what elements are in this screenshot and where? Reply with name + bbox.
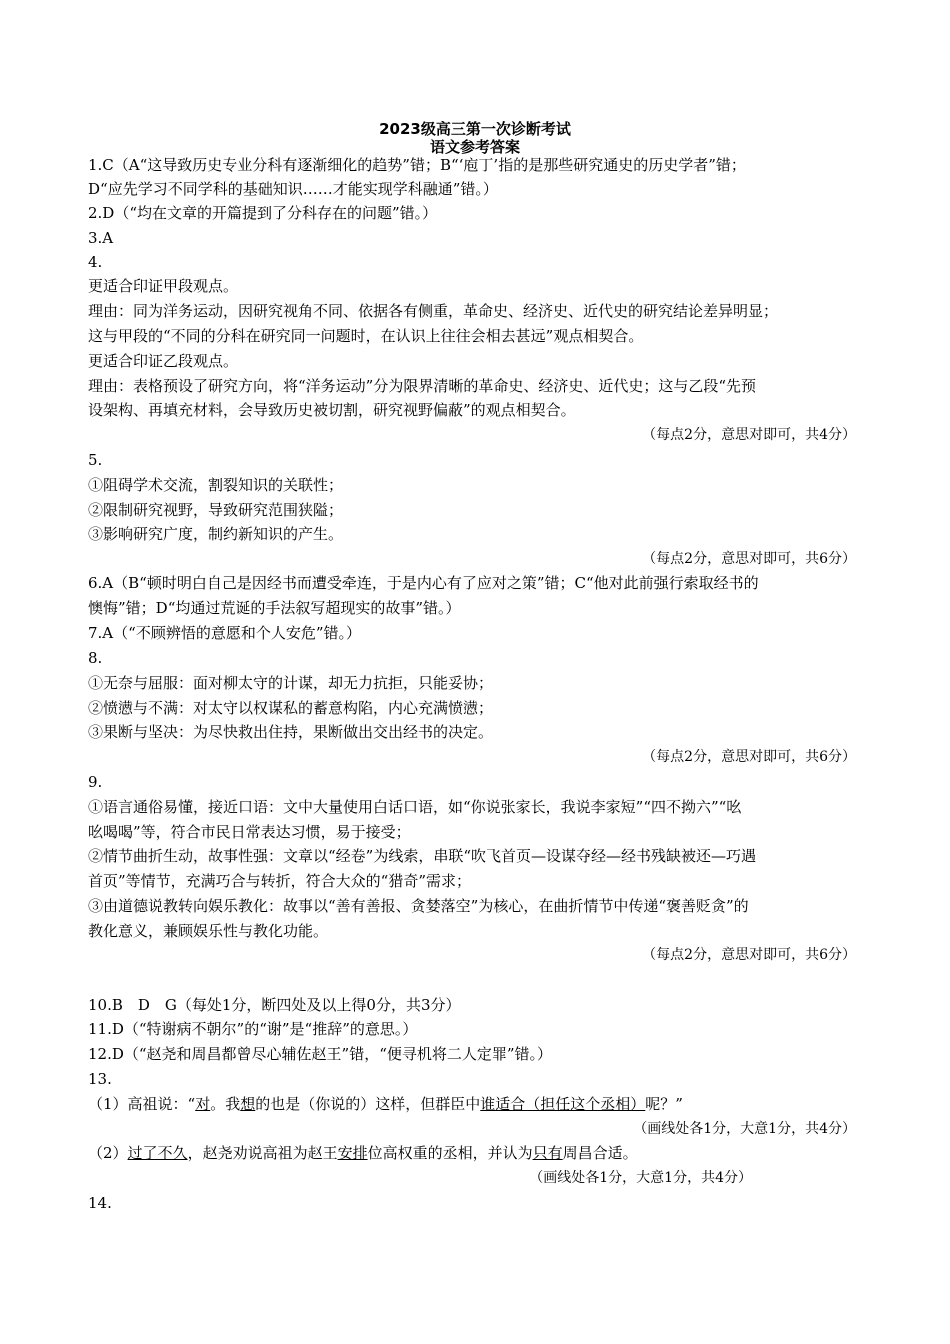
q8-point2: ②愤懑与不满：对太守以权谋私的蓄意构陷，内心充满愤懑； <box>88 699 494 717</box>
q7-answer: 7.A（“不顾辨悟的意愿和个人安危”错。） <box>88 624 361 642</box>
q14-number: 14. <box>88 1194 112 1212</box>
q9-point1-line2: 吆喝喝”等，符合市民日常表达习惯，易于接受； <box>88 823 411 841</box>
q13-s1-text-d: 呢？” <box>645 1095 683 1113</box>
q9-point2-line2: 首页”等情节，充满巧合与转折，符合大众的“猎奇”需求； <box>88 872 472 890</box>
q12-answer: 12.D（“赵尧和周昌都曾尽心辅佐赵王”错，“便寻机将二人定罪”错。） <box>88 1045 553 1063</box>
q13-s2-text-d: 周昌合适。 <box>562 1144 638 1162</box>
q1-line1: 1.C（A“这导致历史专业分科有逐渐细化的趋势”错；B“‘庖丁’指的是那些研究通史的历史学者”错； <box>88 156 746 174</box>
q8-point1: ①无奈与屈服：面对柳太守的计谋，却无力抗拒，只能妥协； <box>88 674 494 692</box>
q4-score-note: （每点2分，意思对即可，共4分） <box>642 427 856 443</box>
q9-point2-line1: ②情节曲折生动，故事性强：文章以“经卷”为线索，串联“吹飞首页—设谋夺经—经书残缺被还—巧遇 <box>88 847 757 865</box>
q13-s2-text-c: 位高权重的丞相，并认为 <box>367 1144 533 1162</box>
q13-s2-underline1: 过了不久 <box>127 1144 188 1162</box>
q11-answer: 11.D（“特谢病不朝尔”的“谢”是“推辞”的意思。） <box>88 1020 418 1038</box>
q6-line2: 懊悔”错；D“均通过荒诞的手法叙写超现实的故事”错。） <box>88 599 461 617</box>
q13-s2-text-a: （2） <box>88 1144 128 1162</box>
q2-answer: 2.D（“均在文章的开篇提到了分科存在的问题”错。） <box>88 204 438 222</box>
q9-number: 9. <box>88 773 103 791</box>
q4-reason-b-line1: 理由：表格预设了研究方向，将“洋务运动”分为限界清晰的革命史、经济史、近代史；这与乙段“先预 <box>88 377 757 395</box>
q13-s2-score-note: （画线处各1分，大意1分，共4分） <box>529 1170 752 1186</box>
answer-key-subtitle: 语文参考答案 <box>429 138 520 156</box>
q13-s1-underline2: 想 <box>240 1095 256 1113</box>
q9-score-note: （每点2分，意思对即可，共6分） <box>642 947 856 963</box>
q8-score-note: （每点2分，意思对即可，共6分） <box>642 749 856 765</box>
q9-point3-line1: ③由道德说教转向娱乐教化：故事以“善有善报、贪婪落空”为核心，在曲折情节中传递“褒善贬贪”的 <box>88 897 749 915</box>
q13-s2-underline2: 安排 <box>337 1144 368 1162</box>
q13-s1-text-c: 的也是（你说的）这样，但群臣中 <box>255 1095 481 1113</box>
q3-answer: 3.A <box>88 229 114 247</box>
q13-number: 13. <box>88 1070 112 1088</box>
q4-reason-a-line1: 理由：同为洋务运动，因研究视角不同、依据各有侧重，革命史、经济史、近代史的研究结论差异明显； <box>88 302 779 320</box>
q5-score-note: （每点2分，意思对即可，共6分） <box>642 551 856 567</box>
q8-point3: ③果断与坚决：为尽快救出住持，果断做出交出经书的决定。 <box>88 723 494 741</box>
q4-view-a: 更适合印证甲段观点。 <box>88 277 239 295</box>
q10-answer: 10.B D G（每处1分，断四处及以上得0分，共3分） <box>88 996 461 1014</box>
q5-point2: ②限制研究视野，导致研究范围狭隘； <box>88 501 344 519</box>
q4-number: 4. <box>88 253 103 271</box>
q13-s1-underline3: 谁适合（担任这个丞相） <box>480 1095 646 1113</box>
q9-point3-line2: 教化意义，兼顾娱乐性与教化功能。 <box>88 922 329 940</box>
exam-title: 2023级高三第一次诊断考试 <box>379 120 571 138</box>
q9-point1-line1: ①语言通俗易懂，接近口语：文中大量使用白话口语，如“你说张家长，我说李家短”“四不拗六”“吆 <box>88 798 742 816</box>
q4-view-b: 更适合印证乙段观点。 <box>88 352 239 370</box>
q5-point3: ③影响研究广度，制约新知识的产生。 <box>88 525 344 543</box>
q13-sentence2 <box>88 1143 878 1163</box>
q5-point1: ①阻碍学术交流，割裂知识的关联性； <box>88 476 344 494</box>
q13-s1-underline1: 对 <box>195 1095 211 1113</box>
q13-s2-underline3: 只有 <box>532 1144 563 1162</box>
q13-s1-text-b: 。我 <box>210 1095 241 1113</box>
q5-number: 5. <box>88 451 103 469</box>
q8-number: 8. <box>88 649 103 667</box>
q13-s1-text-a: （1）高祖说：“ <box>88 1095 196 1113</box>
q13-s2-text-b: ，赵尧劝说高祖为赵王 <box>187 1144 338 1162</box>
q1-line2: D“应先学习不同学科的基础知识……才能实现学科融通”错。） <box>88 180 498 198</box>
q4-reason-a-line2: 这与甲段的“不同的分科在研究同一问题时，在认识上往往会相去甚远”观点相契合。 <box>88 327 644 345</box>
q4-reason-b-line2: 设架构、再填充材料，会导致历史被切割，研究视野偏蔽”的观点相契合。 <box>88 401 576 419</box>
q6-line1: 6.A（B“顿时明白自己是因经书而遭受牵连，于是内心有了应对之策”错；C“他对此前强行索取经书的 <box>88 574 759 592</box>
q13-s1-score-note: （画线处各1分，大意1分，共4分） <box>633 1121 856 1137</box>
q13-sentence1 <box>88 1094 878 1114</box>
